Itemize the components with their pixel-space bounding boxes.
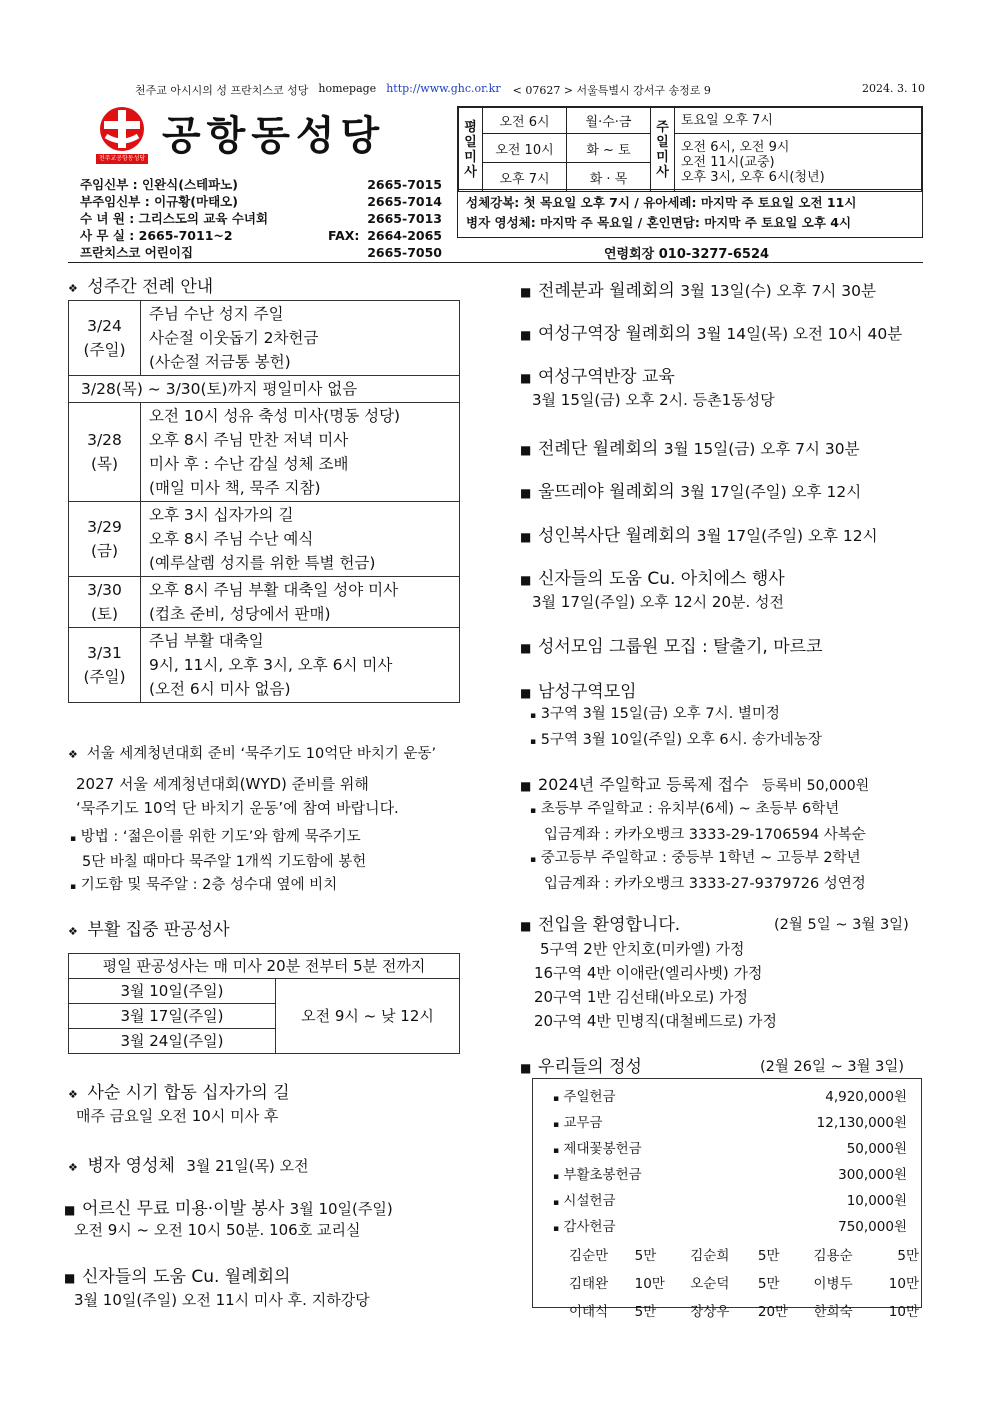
offering-row: ▪ 감사헌금 750,000원 [553,1219,907,1235]
wyd-text: 2027 서울 세계청년대회(WYD) 준비를 위해 ‘묵주기도 10억 단 바치기 운동’에 참여 바랍니다. [76,775,399,817]
staff-phone: 2665-7013 [367,211,442,226]
header-divider [68,262,923,263]
confession-table [68,953,460,1054]
table-row [69,979,460,1004]
offering-row: ▪ 주일헌금 4,920,000원 [553,1089,907,1105]
square-bullet-icon: ■ [64,1203,76,1217]
mass-time: 오전 10시 [483,134,567,163]
staff-list [80,176,442,261]
weekday-mass-label: 평일미사 [459,108,483,192]
event-cell: 오후 8시 주님 부활 대축일 성야 미사 (컵초 준비, 성당에서 판매) [141,577,460,628]
list-item: ▪ 초등부 주일학교 : 유치부(6세) ~ 초등부 6학년 [530,801,840,817]
right-item-heading: ■ 울뜨레야 월례회의 3월 17일(주일) 오후 12시 [520,482,862,502]
note-line: 성체강복: 첫 목요일 오후 7시 / 유아세례: 마지막 주 토요일 오전 11시 [466,195,857,210]
fax-label: FAX: [328,228,360,243]
welcome-heading: ■ 전입을 환영합니다. [520,915,681,935]
table-row: 김태완 10만 오순덕 5만 이병두 10만 [569,1276,919,1292]
event-cell: 주님 부활 대축일 9시, 11시, 오후 3시, 오후 6시 미사 (오전 6시 미사 없음) [141,628,460,703]
account-line: 입금계좌 : 카카오뱅크 3333-29-1706594 사복순 [544,826,866,843]
sacrament-notes [457,190,923,238]
table-row [69,502,460,577]
diamond-bullet-icon: ❖ [68,925,78,938]
square-bullet-icon: ■ [520,285,532,299]
note-line: 병자 영성체: 마지막 주 목요일 / 혼인면담: 마지막 주 토요일 오후 4시 [466,215,852,230]
table-row: 김순만 5만 김순희 5만 김용순 5만 [569,1248,919,1264]
staff-phone: 2665-7015 [367,177,442,192]
list-item: ▪ 3구역 3월 15일(금) 오후 7시. 별미정 [530,706,780,722]
sunday-mass-time: 오후 3시, 오후 6시(청년) [681,170,825,185]
diamond-bullet-icon: ❖ [68,1088,78,1101]
offering-row: ▪ 시설헌금 10,000원 [553,1193,907,1209]
welcome-period: (2월 5일 ~ 3월 3일) [774,917,909,933]
left-item-text: 오전 9시 ~ 오전 10시 50분. 106호 교리실 [74,1221,361,1239]
left-item-heading: ■ 어르신 무료 미용·이발 봉사 3월 10일(주일) [64,1199,393,1219]
staff-role: 프란치스코 어린이집 [80,245,194,260]
square-bullet-icon: ■ [520,328,532,342]
mass-days: 화 · 목 [567,163,651,192]
square-bullet-icon: ■ [520,1061,532,1075]
right-item-heading: ■ 성서모임 그룹원 모집 : 탈출기, 마르코 [520,637,823,657]
staff-role: 사 무 실 : 2665-7011~2 [80,228,233,243]
staff-phone: 2665-7050 [367,245,442,260]
square-bullet-icon: ■ [520,371,532,385]
right-item-heading: ■ 여성구역장 월례회의 3월 14일(목) 오전 10시 40분 [520,324,903,344]
square-bullet-icon: ■ [520,530,532,544]
diamond-bullet-icon: ❖ [68,282,78,295]
right-item-heading: ■ 전례분과 월례회의 3월 13일(수) 오후 7시 30분 [520,281,876,301]
event-cell: 오전 10시 성유 축성 미사(명동 성당) 오후 8시 주님 만찬 저녁 미사 미사 후 : 수난 감실 성체 조배 (매일 미사 책, 묵주 지참) [141,403,460,502]
offering-period: (2월 26일 ~ 3월 3일) [760,1059,905,1075]
sunday-mass-time: 오전 11시(교중) [681,155,775,170]
mass-time: 오전 6시 [483,108,567,134]
list-item: ▪ 5구역 3월 10일(주일) 오후 6시. 송가네농장 [530,732,822,748]
liturgy-heading: ❖ 성주간 전례 안내 [68,277,214,297]
right-item-text: 3월 17일(주일) 오후 12시 20분. 성전 [532,593,785,611]
left-item-heading: ■ 신자들의 도움 Cu. 월례회의 [64,1267,291,1287]
staff-phone: 2665-7014 [367,194,442,209]
parish-name: 천주교 아시시의 성 프란치스코 성당 [135,84,309,97]
table-row [69,301,460,376]
table-row [69,577,460,628]
sunday-mass-time: 오전 6시, 오전 9시 [681,140,790,155]
staff-row [80,193,442,210]
page-title: 공항동성당 [162,113,386,159]
table-row [69,376,460,403]
mass-days: 월·수·금 [567,108,651,134]
confession-date: 3월 24일(주일) [69,1029,276,1054]
square-bullet-icon: ■ [520,443,532,457]
list-item: 20구역 1반 김선태(바오로) 가정 [534,988,749,1006]
left-item-text: 매주 금요일 오전 10시 미사 후 [76,1107,279,1125]
list-item: 20구역 4반 민병직(대철베드로) 가정 [534,1012,778,1030]
square-bullet-icon: ■ [64,1271,76,1285]
date-cell: 3/31 (주일) [69,628,141,703]
staff-row [80,210,442,227]
funeral-chairman: 연령회장 010-3277-6524 [604,247,770,262]
right-item-heading: ■ 여성구역반장 교육 [520,367,675,387]
staff-row [80,227,442,244]
staff-role: 부주임신부 : 이규황(마태오) [80,194,238,209]
square-bullet-icon: ■ [520,486,532,500]
table-row [69,954,460,979]
full-row-cell: 3/28(목) ~ 3/30(토)까지 평일미사 없음 [69,376,460,403]
event-cell: 주님 수난 성지 주일 사순절 이웃돕기 2차헌금 (사순절 저금통 봉헌) [141,301,460,376]
wyd-heading: ❖ 서울 세계청년대회 준비 ‘묵주기도 10억단 바치기 운동’ [68,746,437,762]
bulletin-date: 2024. 3. 10 [862,82,925,95]
event-cell: 오후 3시 십자가의 길 오후 8시 주님 수난 예식 (예루살렘 성지를 위한 특별 헌금) [141,502,460,577]
date-cell: 3/29 (금) [69,502,141,577]
list-item: 16구역 4반 이애란(엘리사벳) 가정 [534,964,763,982]
square-bullet-icon: ■ [520,573,532,587]
men-district-heading: ■ 남성구역모임 [520,682,637,702]
homepage-link[interactable]: http://www.ghc.or.kr [386,82,501,95]
date-cell: 3/28 (목) [69,403,141,502]
left-item-heading: ❖ 사순 시기 합동 십자가의 길 [68,1083,290,1103]
confession-date: 3월 10일(주일) [69,979,276,1004]
list-item: 5구역 2반 안치호(미카엘) 가정 [540,940,745,958]
right-item-text: 3월 15일(금) 오후 2시. 등촌1동성당 [532,391,775,409]
sunday-mass-label: 주일미사 [651,108,675,192]
sunday-mass-time: 토요일 오후 7시 [675,108,922,134]
table-row [69,403,460,502]
men-district-list [530,702,822,754]
staff-phone: 2664-2065 [367,228,442,243]
confession-time: 오전 9시 ~ 낮 12시 [276,979,460,1054]
liturgy-table [68,300,460,703]
offering-row: ▪ 교무금 12,130,000원 [553,1115,907,1131]
donor-table [567,1241,921,1327]
logo-caption: 천주교공항동성당 [98,155,146,162]
table-row: 이태식 5만 장상우 20만 한희숙 10만 [569,1304,919,1320]
church-logo [96,106,148,166]
homepage-label: homepage [318,82,377,95]
welcome-list [534,937,777,1033]
address: < 07627 > 서울특별시 강서구 송정로 9 [512,84,711,97]
date-cell: 3/30 (토) [69,577,141,628]
left-item-text: 3월 10일(주일) 오전 11시 미사 후. 지하강당 [74,1291,370,1309]
right-item-heading: ■ 신자들의 도움 Cu. 아치에스 행사 [520,569,785,589]
mass-days: 화 ~ 토 [567,134,651,163]
staff-row [80,176,442,193]
header-info-line [135,82,925,98]
staff-role: 주임신부 : 인완식(스테파노) [80,177,238,192]
offering-heading: ■ 우리들의 정성 [520,1057,642,1077]
square-bullet-icon: ■ [520,686,532,700]
right-item-heading: ■ 전례단 월례회의 3월 15일(금) 오후 7시 30분 [520,439,860,459]
square-bullet-icon: ■ [520,779,532,793]
offering-row: ▪ 제대꽃봉헌금 50,000원 [553,1141,907,1157]
list-item: ▪ 중고등부 주일학교 : 중등부 1학년 ~ 고등부 2학년 [530,850,861,866]
diamond-bullet-icon: ❖ [68,748,78,761]
sunday-school-list [530,798,866,896]
diamond-bullet-icon: ❖ [68,1161,78,1174]
left-item-heading: ❖ 병자 영성체 3월 21일(목) 오전 [68,1156,309,1176]
right-item-heading: ■ 성인복사단 월례회의 3월 17일(주일) 오후 12시 [520,526,878,546]
offering-row: ▪ 부활초봉헌금 300,000원 [553,1167,907,1183]
staff-role: 수 녀 원 : 그리스도의 교육 수녀회 [80,211,269,226]
sunday-mass-times [675,134,922,192]
mass-time: 오후 7시 [483,163,567,192]
date-cell: 3/24 (주일) [69,301,141,376]
confession-heading: ❖ 부활 집중 판공성사 [68,920,230,940]
confession-note: 평일 판공성사는 매 미사 20분 전부터 5분 전까지 [69,954,460,979]
sunday-school-heading: ■ 2024년 주일학교 등록제 접수 등록비 50,000원 [520,775,870,794]
staff-row [80,244,442,261]
account-line: 입금계좌 : 카카오뱅크 3333-27-9379726 성연정 [544,875,866,892]
square-bullet-icon: ■ [520,641,532,655]
mass-times-box [457,106,923,190]
confession-date: 3월 17일(주일) [69,1004,276,1029]
wyd-bullets: ▪ 방법 : ‘젊은이를 위한 기도’와 함께 묵주기도 5단 바칠 때마다 묵주알 1개씩 기도함에 봉헌 ▪ 기도함 및 묵주알 : 2층 성수대 옆에 비치 [70,829,367,893]
table-row [69,628,460,703]
offering-box [532,1078,922,1320]
square-bullet-icon: ■ [520,919,532,933]
